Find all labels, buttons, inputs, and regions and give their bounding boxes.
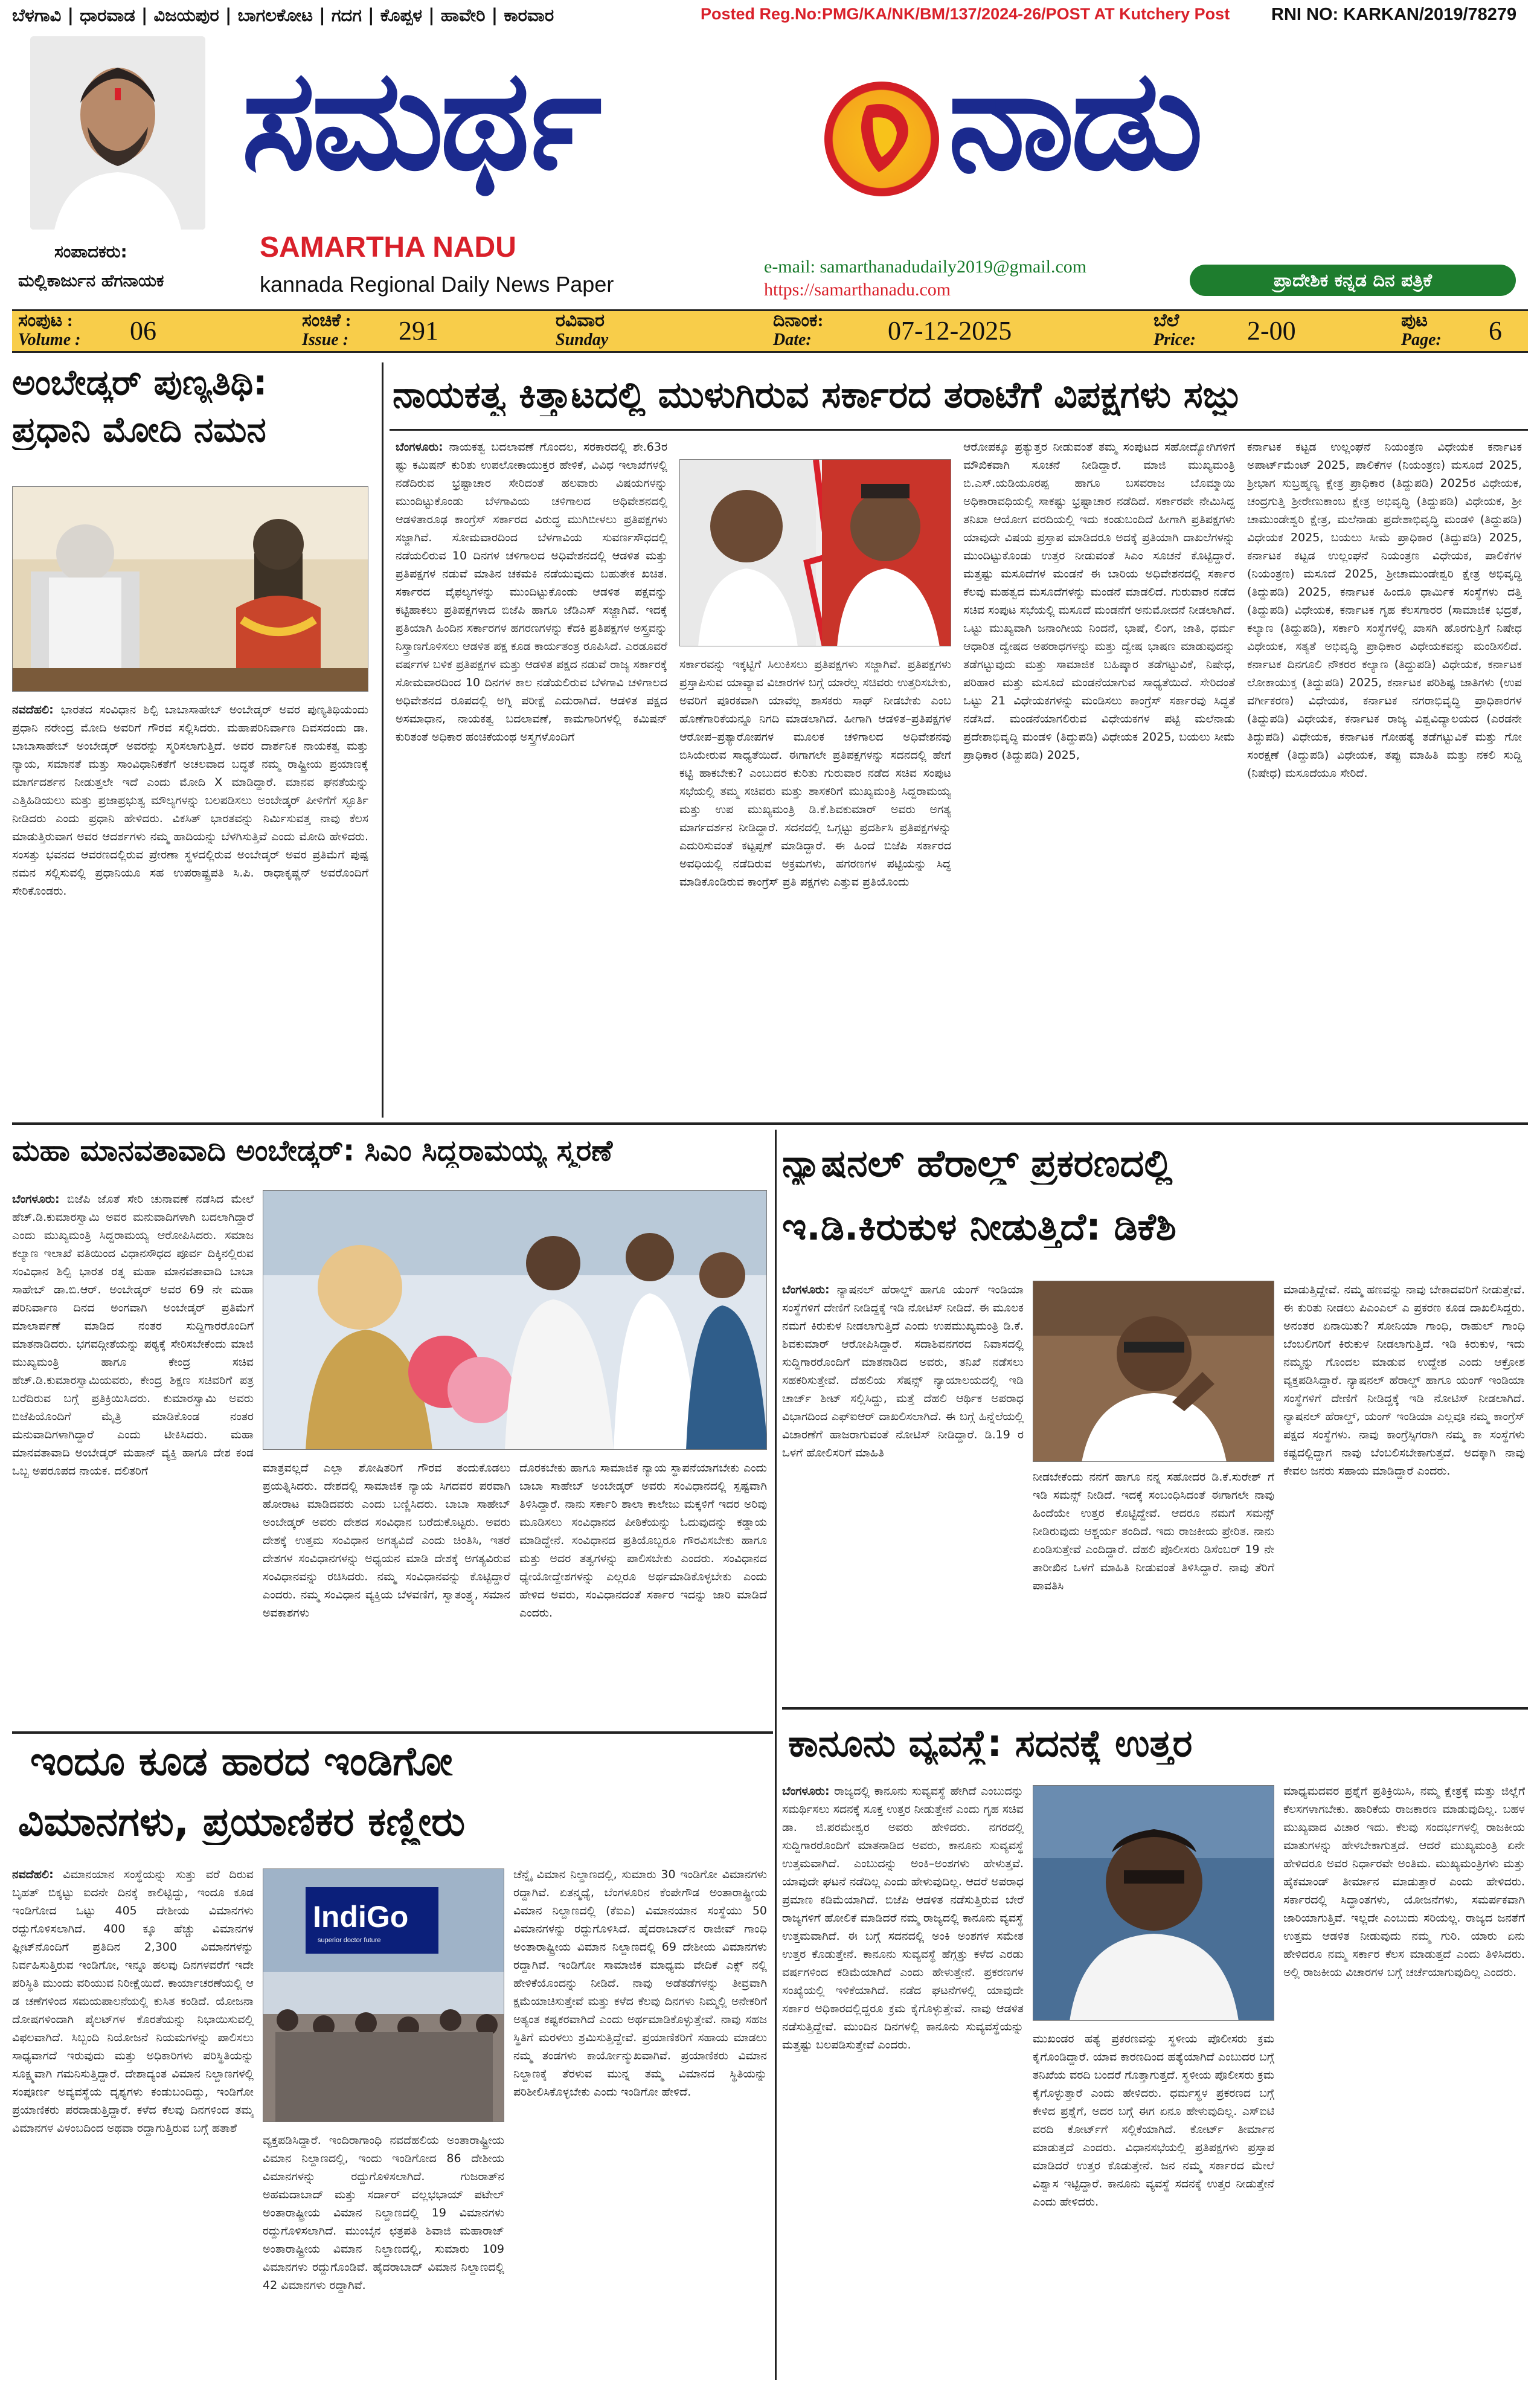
article-ambedkar-modi bbox=[12, 362, 374, 1118]
column-rule bbox=[775, 1130, 777, 2380]
headline: ಮಹಾ ಮಾನವತಾವಾದಿ ಅಂಬೇಡ್ಕರ್: ಸಿಎಂ ಸಿದ್ದರಾಮಯ್ಯ ಸ್ಮರಣೆ bbox=[12, 1134, 613, 1168]
article-column-3: ಆರೋಪಕ್ಕೂ ಪ್ರತ್ಯುತ್ತರ ನೀಡುವಂತೆ ತಮ್ಮ ಸಂಪುಟದ ಸಹೋದ್ಯೋಗಿಗಳಿಗೆ ಮೌಖಿಕವಾಗಿ ಸೂಚನೆ ನೀಡಿದ್ದಾರೆ. ಮಾಜಿ ಮುಖ್ಯಮಂತ್ರಿ ಬಿ.ಎಸ್.ಯಡಿಯೂರಪ್ಪ ಹಾಗೂ ಬಸವರಾಜ ಬೊಮ್ಮಾಯಿ ಅಧಿಕಾರಾವಧಿಯಲ್ಲಿ ಸಾಕಷ್ಟು ಭ್ರಷ್ಟಾಚಾರ ನಡೆದಿದೆ. ಸರ್ಕಾರವೇ ನೇಮಿಸಿದ್ದ ತನಿಖಾ ಆಯೋಗ ವರದಿಯಲ್ಲಿ ಇದು ಕಂಡುಬಂದಿದೆ ಹೀಗಾಗಿ ಪ್ರತಿಪಕ್ಷಗಳು ಯಾವುದೇ ವಿಷಯ ಪ್ರಸ್ತಾಪ ಮಾಡಿದರೂ ಅದಕ್ಕೆ ಪ್ರತಿಯಾಗಿ ದಾಖಲೆಗಳನ್ನು ಮುಂದಿಟ್ಟುಕೊಂಡು ಉತ್ತರ ನೀಡುವಂತೆ ಸಿಎಂ ಸೂಚನೆ ಕೊಟ್ಟಿದ್ದಾರೆ. ಮತ್ತಷ್ಟು ಮಸೂದೆಗಳ ಮಂಡನೆ ಈ ಬಾರಿಯ ಅಧಿವೇಶನದಲ್ಲಿ ಸರ್ಕಾರ ಕೆಲವು ಮಹತ್ವದ ಮಸೂದೆಗಳನ್ನು ಮಂಡನೆ ಮಾಡಲಿದೆ. ಗುರುವಾರ ನಡೆದ ಸಚಿವ ಸಂಪುಟ ಸಭೆಯಲ್ಲಿ ಮಸೂದೆ ಮಂಡನೆಗೆ ಅನುಮೋದನೆ ನೀಡಲಾಗಿದೆ. ಒಟ್ಟು ಮುಖ್ಯವಾಗಿ ಜನಾಂಗೀಯ ನಿಂದನೆ, ಭಾಷೆ, ಲಿಂಗ, ಜಾತಿ, ಧರ್ಮ ಆಧಾರಿತ ದ್ವೇಷದ ಅಪರಾಧಗಳನ್ನು ಮತ್ತು ದ್ವೇಷ ಭಾಷಣ ಮಾಡುವುದನ್ನು ತಡೆಗಟ್ಟುವುದು ಮತ್ತು ಸಾಮಾಜಿಕ ಬಹಿಷ್ಕಾರ ತಡೆಗಟ್ಟುವಿಕೆ, ನಿಷೇಧ, ಪರಿಹಾರ ಮತ್ತು ಮಸೂದೆ ಮಂಡನೆಯಾಗುವ ಸಾಧ್ಯತೆಯಿದೆ. ಸೇರಿದಂತೆ ಒಟ್ಟು 21 ವಿಧೇಯಕಗಳನ್ನು ಮಂಡಿಸಲು ಕಾಂಗ್ರೆಸ್ ಸರ್ಕಾರವು ಸಿದ್ಧತೆ ನಡೆಸಿದೆ. ಮಂಡನೆಯಾಗಲಿರುವ ವಿಧೇಯಕಗಳ ಪಟ್ಟಿ ಮಲೆನಾಡು ಪ್ರದೇಶಾಭಿವೃದ್ಧಿ ಮಂಡಳಿ (ತಿದ್ದುಪಡಿ) ವಿಧೇಯಕ 2025, ಬಯಲು ಸೀಮೆ ಪ್ರಾಧಿಕಾರ (ತಿದ್ದುಪಡಿ) 2025, bbox=[963, 440, 1235, 762]
section-rule bbox=[782, 1707, 1528, 1710]
top-strip bbox=[12, 5, 1528, 31]
issue-value: 291 bbox=[399, 316, 438, 346]
article-column-2: ಮುಖಂಡರ ಹತ್ಯೆ ಪ್ರಕರಣವನ್ನು ಸ್ಥಳೀಯ ಪೊಲೀಸರು ಕ್ರಮ ಕೈಗೊಂಡಿದ್ದಾರೆ. ಯಾವ ಕಾರಣದಿಂದ ಹತ್ಯೆಯಾಗಿದೆ ಎಂಬುದರ ಬಗ್ಗೆ ತನಿಖೆಯ ವರದಿ ಬಂದರೆ ಗೊತ್ತಾಗುತ್ತದೆ. ಸ್ಥಳೀಯ ಪೊಲೀಸರು ಕ್ರಮ ಕೈಗೊಳ್ಳುತ್ತಾರೆ ಎಂದು ಹೇಳಿದರು. ಧರ್ಮಸ್ಥಳ ಪ್ರಕರಣದ ಬಗ್ಗೆ ಕೇಳಿದ ಪ್ರಶ್ನೆಗೆ, ಅದರ ಬಗ್ಗೆ ಈಗ ಏನೂ ಹೇಳುವುದಿಲ್ಲ. ಎಸ್ಐಟಿ ವರದಿ ಕೋರ್ಟ್‌ಗೆ ಸಲ್ಲಿಕೆಯಾಗಿದೆ. ಕೋರ್ಟ್ ತೀರ್ಮಾನ ಮಾಡುತ್ತದೆ ಎಂದರು. ವಿಧಾನಸಭೆಯಲ್ಲಿ ಪ್ರತಿಪಕ್ಷಗಳು ಪ್ರಸ್ತಾಪ ಮಾಡಿದರೆ ಉತ್ತರ ಕೊಡುತ್ತೇನೆ. ಜನ ನಮ್ಮ ಸರ್ಕಾರದ ಮೇಲೆ ವಿಶ್ವಾಸ ಇಟ್ಟಿದ್ದಾರೆ. ಕಾನೂನು ವ್ಯವಸ್ಥೆ ಸದನಕ್ಕೆ ಉತ್ತರ ನೀಡುತ್ತೇನೆ ಎಂದು ಹೇಳಿದರು. bbox=[1033, 2032, 1274, 2209]
headline: ಇಂದೂ ಕೂಡ ಹಾರದ ಇಂಡಿಗೋ bbox=[30, 1739, 453, 1785]
editor-role: ಸಂಪಾದಕರು: bbox=[54, 242, 127, 262]
indigo-sign: IndiGo bbox=[313, 1900, 409, 1934]
article-column-2: ವ್ಯಕ್ತಪಡಿಸಿದ್ದಾರೆ. ಇಂದಿರಾಗಾಂಧಿ ನವದೆಹಲಿಯ ಅಂತಾರಾಷ್ಟ್ರೀಯ ವಿಮಾನ ನಿಲ್ದಾಣದಲ್ಲಿ, ಇಂದು ಇಂಡಿಗೋದ 86 ದೇಶೀಯ ವಿಮಾನಗಳನ್ನು ರದ್ದುಗೊಳಿಸಲಾಗಿದೆ. ಗುಜರಾತ್‌ನ ಅಹಮದಾಬಾದ್ ಮತ್ತು ಸರ್ದಾರ್ ವಲ್ಲಭಭಾಯ್ ಪಟೇಲ್ ಅಂತಾರಾಷ್ಟ್ರೀಯ ವಿಮಾನ ನಿಲ್ದಾಣದಲ್ಲಿ 19 ವಿಮಾನಗಳು ರದ್ದುಗೊಳಿಸಲಾಗಿದೆ. ಮುಂಬೈನ ಛತ್ರಪತಿ ಶಿವಾಜಿ ಮಹಾರಾಜ್ ಅಂತಾರಾಷ್ಟ್ರೀಯ ವಿಮಾನ ನಿಲ್ದಾಣದಲ್ಲಿ, ಸುಮಾರು 109 ವಿಮಾನಗಳು ರದ್ದುಗೊಂಡಿವೆ. ಹೈದರಾಬಾದ್ ವಿಮಾನ ನಿಲ್ದಾಣದಲ್ಲಿ 42 ವಿಮಾನಗಳು ರದ್ದಾಗಿವೆ. bbox=[263, 2134, 504, 2292]
rni-number: RNI NO: KARKAN/2019/78279 bbox=[1271, 5, 1517, 24]
headline-line2: ಪ್ರಧಾನಿ ಮೋದಿ ನಮನ bbox=[12, 410, 266, 450]
price-value: 2-00 bbox=[1247, 316, 1296, 346]
volume-value: 06 bbox=[130, 316, 156, 346]
article-column-1: ಬೆಂಗಳೂರು: ರಾಜ್ಯದಲ್ಲಿ ಕಾನೂನು ಸುವ್ಯವಸ್ಥೆ ಹೇಗಿದೆ ಎಂಬುದನ್ನು ಸಮರ್ಥಿಸಲು ಸದನಕ್ಕೆ ಸೂಕ್ತ ಉತ್ತರ ನೀಡುತ್ತೇನೆ ಎಂದು ಗೃಹ ಸಚಿವ ಡಾ. ಜಿ.ಪರಮೇಶ್ವರ ಅವರು ಹೇಳಿದರು. ನಗರದಲ್ಲಿ ಸುದ್ದಿಗಾರರೊಂದಿಗೆ ಮಾತನಾಡಿದ ಅವರು, ಕಾನೂನು ಸುವ್ಯವಸ್ಥೆ ಉತ್ತಮವಾಗಿದೆ. ಎಂಬುದನ್ನು ಅಂಕಿ–ಅಂಶಗಳು ಹೇಳುತ್ತವೆ. ಯಾವುದೇ ಘಟನೆ ನಡೆದಿಲ್ಲ ಎಂದು ಹೇಳುವುದಿಲ್ಲ. ಆದರೆ ಅಪರಾಧ ಪ್ರಮಾಣ ಕಡಿಮೆಯಾಗಿದೆ. ಬಿಜೆಪಿ ಆಡಳಿತ ನಡೆಸುತ್ತಿರುವ ಬೇರೆ ರಾಜ್ಯಗಳಿಗೆ ಹೋಲಿಕೆ ಮಾಡಿದರೆ ನಮ್ಮ ರಾಜ್ಯದಲ್ಲಿ ಕಾನೂನು ವ್ಯವಸ್ಥೆ ಉತ್ತಮವಾಗಿದೆ. ಈ ಬಗ್ಗೆ ಸದನದಲ್ಲಿ ಅಂಕಿ ಅಂಶಗಳ ಸಮೇತ ಉತ್ತರ ಕೊಡುತ್ತೇನೆ. ಕಾನೂನು ಸುವ್ಯವಸ್ಥೆ ಹೆಗ್ಗತ್ತು ಕಳೆದ ಎರಡು ವರ್ಷಗಳಿಂದ ಕಡಿಮೆಯಾಗಿದೆ ಎಂದು ಹೇಳುತ್ತೇನೆ. ಪ್ರಕರಣಗಳ ಸಂಖ್ಯೆಯಲ್ಲಿ ಇಳಿಕೆಯಾಗಿದೆ. ನಡೆದ ಘಟನೆಗಳಲ್ಲಿ ಯಾವುದೇ ಸರ್ಕಾರ ಅಧಿಕಾರದಲ್ಲಿದ್ದರೂ ಕ್ರಮ ಕೈಗೊಳ್ಳುತ್ತೇವೆ. ನಾವು ಆಡಳಿತ ನಡೆಸುತ್ತಿದ್ದೇವೆ. ಮುಂದಿನ ದಿನಗಳಲ್ಲಿ ಕಾನೂನು ಸುವ್ಯವಸ್ಥೆಯನ್ನು ಮತ್ತಷ್ಟು ಬಲಪಡಿಸುತ್ತೇವೆ ಎಂದರು. bbox=[782, 1785, 1024, 2052]
article-column-1: ನವದೆಹಲಿ: ವಿಮಾನಯಾನ ಸಂಸ್ಥೆಯನ್ನು ಸುತ್ತು ವರೆ ದಿರುವ ಬೃಹತ್ ಬಿಕ್ಕಟ್ಟು ಐದನೇ ದಿನಕ್ಕೆ ಕಾಲಿಟ್ಟಿದ್ದು, ಇಂದೂ ಕೂಡ ಇಂಡಿಗೋದ ಒಟ್ಟು 405 ದೇಶೀಯ ವಿಮಾನಗಳು ರದ್ದುಗೊಳಿಸಲಾಗಿದೆ. 400 ಕ್ಕೂ ಹೆಚ್ಚು ವಿಮಾನಗಳ ಫ್ಲೀಟ್‌ನೊಂದಿಗೆ ಪ್ರತಿದಿನ 2,300 ವಿಮಾನಗಳನ್ನು ನಿರ್ವಹಿಸುತ್ತಿರುವ ಇಂಡಿಗೋ, ಇನ್ನೂ ಹಲವು ದಿನಗಳವರೆಗೆ ಇದೇ ಪರಿಸ್ಥಿತಿ ಮುಂದು ವರಿಯುವ ನಿರೀಕ್ಷೆಯಿದೆ. ಕಾರ್ಯಾಚರಣೆಯಲ್ಲಿ ಆ ಡ ಚಣೆಗಳಿಂದ ಸಮಯಪಾಲನೆಯಲ್ಲಿ ಕುಸಿತ ಕಂಡಿದೆ. ಯೋಜನಾ ದೋಷಗಳಿಂದಾಗಿ ಪೈಲಟ್‌ಗಳ ಕೊರತೆಯನ್ನು ನಿಭಾಯಿಸುವಲ್ಲಿ ವಿಫಲವಾಗಿದೆ. ಸಿಬ್ಬಂದಿ ನಿಯೋಜನೆ ನಿಯಮಗಳನ್ನು ಪಾಲಿಸಲು ಸಾಧ್ಯವಾಗದೆ ಇರುವುದು ಮತ್ತು ಅಧಿಕಾರಿಗಳು ಪರಿಸ್ಥಿತಿಯನ್ನು ಸೂಕ್ಷ್ಮವಾಗಿ ಗಮನಿಸುತ್ತಿದ್ದಾರೆ. ದೇಶಾದ್ಯಂತ ವಿಮಾನ ನಿಲ್ದಾಣಗಳಲ್ಲಿ ಸಂಪೂರ್ಣ ಅವ್ಯವಸ್ಥೆಯ ದೃಶ್ಯಗಳು ಕಂಡುಬಂದಿದ್ದು, ಇಂಡಿಗೋ ಪ್ರಯಾಣಿಕರು ಪರದಾಡುತ್ತಿದ್ದಾರೆ. ಕಳೆದ ಕೆಲವು ದಿನಗಳಿಂದ ತಮ್ಮ ವಿಮಾನಗಳ ವಿಳಂಬದಿಂದ ಅಥವಾ ರದ್ದಾಗುತ್ತಿರುವ ಬಗ್ಗೆ ಹತಾಶೆ bbox=[12, 1868, 254, 2135]
article-column-1: ಬೆಂಗಳೂರು: ನ್ಯಾಷನಲ್ ಹೆರಾಲ್ಡ್ ಹಾಗೂ ಯಂಗ್ ಇಂಡಿಯಾ ಸಂಸ್ಥೆಗಳಿಗೆ ದೇಣಿಗೆ ನೀಡಿದ್ದಕ್ಕೆ ಇಡಿ ನೋಟಿಸ್ ನೀಡಿದೆ. ಈ ಮೂಲಕ ನಮಗೆ ಕಿರುಕುಳ ನೀಡಲಾಗುತ್ತಿದೆ ಎಂದು ಉಪಮುಖ್ಯಮಂತ್ರಿ ಡಿ.ಕೆ. ಶಿವಕುಮಾರ್ ಆರೋಪಿಸಿದ್ದಾರೆ. ಸದಾಶಿವನಗರದ ನಿವಾಸದಲ್ಲಿ ಸುದ್ದಿಗಾರರೊಂದಿಗೆ ಮಾತನಾಡಿದ ಅವರು, ತನಿಖೆ ನಡೆಸಲು ಸಹಕರಿಸುತ್ತೇವೆ. ದೆಹಲಿಯ ಸೆಷನ್ಸ್ ನ್ಯಾಯಾಲಯದಲ್ಲಿ ಇಡಿ ಚಾರ್ಜ್ ಶೀಟ್ ಸಲ್ಲಿಸಿದ್ದು, ಮತ್ತೆ ದೆಹಲಿ ಆರ್ಥಿಕ ಅಪರಾಧ ವಿಭಾಗದಿಂದ ಎಫ್‌ಐಆರ್ ದಾಖಲಿಸಲಾಗಿದೆ. ಈ ಬಗ್ಗೆ ಹಿನ್ನೆಲೆಯಲ್ಲಿ ವಿಚಾರಣೆಗೆ ಹಾಜರಾಗುವಂತೆ ನೋಟಿಸ್ ನೀಡಿದ್ದಾರೆ. ಡಿ.19 ರ ಒಳಗೆ ಹೋಲಿಸರಿಗೆ ಮಾಹಿತಿ bbox=[782, 1283, 1024, 1460]
article-column-3: ದೊರಕಬೇಕು ಹಾಗೂ ಸಾಮಾಜಿಕ ನ್ಯಾಯ ಸ್ಥಾಪನೆಯಾಗಬೇಕು ಎಂದು ಬಾಬಾ ಸಾಹೇಬ್ ಅಂಬೇಡ್ಕರ್ ಅವರು ಸಂವಿಧಾನದಲ್ಲಿ ಸ್ಪಷ್ಟವಾಗಿ ತಿಳಿಸಿದ್ದಾರೆ. ನಾನು ಸರ್ಕಾರಿ ಶಾಲಾ ಕಾಲೇಜು ಮಕ್ಕಳಿಗೆ ಇದರ ಅರಿವು ಮೂಡಿಸಲು ಸಂವಿಧಾನದ ಪೀಠಿಕೆಯನ್ನು ಓದುವುದನ್ನು ಕಡ್ಡಾಯ ಮಾಡಿದ್ದೇನೆ. ಸಂವಿಧಾನದ ಪ್ರತಿಯೊಬ್ಬರೂ ಗೌರವಿಸಬೇಕು ಹಾಗೂ ಮತ್ತು ಅದರ ತತ್ವಗಳನ್ನು ಪಾಲಿಸಬೇಕು ಎಂದರು. ಸಂವಿಧಾನದ ಧ್ಯೇಯೋದ್ದೇಶಗಳನ್ನು ಎಲ್ಲರೂ ಅರ್ಥಮಾಡಿಕೊಳ್ಳಬೇಕು ಎಂದು ಹೇಳಿದ ಅವರು, ಸಂವಿಧಾನದಂತೆ ಸರ್ಕಾರ ಇದನ್ನು ಜಾರಿ ಮಾಡಿದೆ ಎಂದರು. bbox=[519, 1461, 767, 1620]
headline: ಅಂಬೇಡ್ಕರ್ ಪುಣ್ಯತಿಥಿ: bbox=[12, 362, 268, 403]
headline: ನಾಯಕತ್ವ ಕಿತ್ತಾಟದಲ್ಲಿ ಮುಳುಗಿರುವ ಸರ್ಕಾರದ ತರಾಟೆಗೆ ವಿಪಕ್ಷಗಳು ಸಜ್ಜು bbox=[393, 375, 1242, 416]
headline-line2: ವಿಮಾನಗಳು, ಪ್ರಯಾಣಿಕರ ಕಣ್ಣೀರು bbox=[18, 1799, 466, 1845]
postal-registration: Posted Reg.No:PMG/KA/NK/BM/137/2024-26/POST AT Kutchery Post bbox=[701, 5, 1230, 23]
cm-tribute-photo bbox=[263, 1190, 767, 1450]
headline-rule bbox=[390, 429, 1528, 431]
article-national-herald bbox=[782, 1130, 1528, 1704]
volume-label: ಸಂಪುಟ : Volume : bbox=[18, 311, 81, 349]
parameshwara-photo bbox=[1033, 1785, 1274, 2021]
district-list: ಬೆಳಗಾವಿ | ಧಾರವಾಡ | ವಿಜಯಪುರ | ಬಾಗಲಕೋಟ | ಗದಗ | ಕೊಪ್ಪಳ | ಹಾವೇರಿ | ಕಾರವಾರ bbox=[12, 5, 554, 25]
modi-tribute-photo bbox=[12, 486, 368, 692]
issue-info-bar bbox=[12, 309, 1528, 353]
english-name: SAMARTHA NADU bbox=[260, 231, 516, 263]
headline: ಕಾನೂನು ವ್ಯವಸ್ಥೆ: ಸದನಕ್ಕೆ ಉತ್ತರ bbox=[788, 1722, 1193, 1765]
indigo-sign-subtext: superior doctor future bbox=[318, 1937, 381, 1944]
date-label: ದಿನಾಂಕ: Date: bbox=[773, 311, 824, 349]
article-column-3: ಚೆನ್ನೈ ವಿಮಾನ ನಿಲ್ದಾಣದಲ್ಲಿ, ಸುಮಾರು 30 ಇಂಡಿಗೋ ವಿಮಾನಗಳು ರದ್ದಾಗಿವೆ. ಏತನ್ಮಧ್ಯೆ, ಬೆಂಗಳೂರಿನ ಕೆಂಪೇಗೌಡ ಅಂತಾರಾಷ್ಟ್ರೀಯ ವಿಮಾನ ನಿಲ್ದಾಣದಲ್ಲಿ (ಕೆಐಎ) ವಿಮಾನಯಾನ ಸಂಸ್ಥೆಯು 50 ವಿಮಾನಗಳನ್ನು ರದ್ದುಗೊಳಿಸಿದೆ. ಹೈದರಾಬಾದ್‌ನ ರಾಜೀವ್ ಗಾಂಧಿ ಅಂತಾರಾಷ್ಟ್ರೀಯ ವಿಮಾನ ನಿಲ್ದಾಣದಲ್ಲಿ 69 ದೇಶೀಯ ವಿಮಾನಗಳು ರದ್ದಾಗಿವೆ. ಇಂಡಿಗೋ ಸಾಮಾಜಿಕ ಮಾಧ್ಯಮ ವೇದಿಕೆ ಎಕ್ಸ್ ನಲ್ಲಿ ಹೇಳಿಕೆಯೊಂದನ್ನು ನೀಡಿದೆ. ನಾವು ಅಡೆತಡೆಗಳನ್ನು ತೀವ್ರವಾಗಿ ಕ್ಷಮೆಯಾಚಿಸುತ್ತೇವೆ ಮತ್ತು ಕಳೆದ ಕೆಲವು ದಿನಗಳು ನಿಮ್ಮಲ್ಲಿ ಅನೇಕರಿಗೆ ಅತ್ಯಂತ ಕಷ್ಟಕರವಾಗಿದೆ ಎಂದು ಅರ್ಥಮಾಡಿಕೊಳ್ಳುತ್ತೇವೆ. ನಾವು ಸಹಜ ಸ್ಥಿತಿಗೆ ಮರಳಲು ಶ್ರಮಿಸುತ್ತಿದ್ದೇವೆ. ಪ್ರಯಾಣಿಕರಿಗೆ ಸಹಾಯ ಮಾಡಲು ನಮ್ಮ ತಂಡಗಳು ಕಾರ್ಯೋನ್ಮುಖವಾಗಿವೆ. ಪ್ರಯಾಣಿಕರು ವಿಮಾನ ನಿಲ್ದಾಣಕ್ಕೆ ತೆರಳುವ ಮುನ್ನ ತಮ್ಮ ವಿಮಾನದ ಸ್ಥಿತಿಯನ್ನು ಪರಿಶೀಲಿಸಿಕೊಳ್ಳಬೇಕು ಎಂದು ಇಂಡಿಗೋ ಹೇಳಿದೆ. bbox=[513, 1868, 767, 2099]
masthead bbox=[12, 36, 1528, 308]
article-leadership-crisis bbox=[390, 362, 1528, 1118]
english-tagline: kannada Regional Daily News Paper bbox=[260, 272, 614, 297]
article-indigo-flights bbox=[12, 1739, 767, 2385]
page-label: ಪುಟ Page: bbox=[1401, 311, 1442, 349]
article-column-2: ಸರ್ಕಾರವನ್ನು ಇಕ್ಕಟ್ಟಿಗೆ ಸಿಲುಕಿಸಲು ಪ್ರತಿಪಕ್ಷಗಳು ಸಜ್ಜಾಗಿವೆ. ಪ್ರತಿಪಕ್ಷಗಳು ಪ್ರಸ್ತಾಪಿಸುವ ಯಾವ್ಯಾವ ವಿಚಾರಗಳ ಬಗ್ಗೆ ಯಾರೆಲ್ಲ ಸಚಿವರು ಉತ್ತರಿಸಬೇಕು, ಅವರಿಗೆ ಪೂರಕವಾಗಿ ಯಾವೆಲ್ಲ ಶಾಸಕರು ಸಾಥ್ ನೀಡಬೇಕು ಎಂಬ ಹೊಣೆಗಾರಿಕೆಯನ್ನೂ ನಿಗದಿ ಮಾಡಲಾಗಿದೆ. ಹೀಗಾಗಿ ಆಡಳಿತ–ಪ್ರತಿಪಕ್ಷಗಳ ಆರೋಪ–ಪ್ರತ್ಯಾರೋಪಗಳ ಮೂಲಕ ಚಳಿಗಾಲದ ಅಧಿವೇಶನವು ಬಿಸಿಯೇರುವ ಸಾಧ್ಯತೆಯಿದೆ. ಈಗಾಗಲೇ ಪ್ರತಿಪಕ್ಷಗಳನ್ನು ಸದನದಲ್ಲಿ ಹೇಗೆ ಕಟ್ಟಿ ಹಾಕಬೇಕು? ಎಂಬುದರ ಕುರಿತು ಗುರುವಾರ ನಡೆದ ಸಚಿವ ಸಂಪುಟ ಸಭೆಯಲ್ಲಿ ತಮ್ಮ ಸಚಿವರು ಮತ್ತು ಶಾಸಕರಿಗೆ ಮುಖ್ಯಮಂತ್ರಿ ಸಿದ್ದರಾಮಯ್ಯ ಮತ್ತು ಉಪ ಮುಖ್ಯಮಂತ್ರಿ ಡಿ.ಕೆ.ಶಿವಕುಮಾರ್ ಅವರು ಅಗತ್ಯ ಮಾರ್ಗದರ್ಶನ ನೀಡಿದ್ದಾರೆ. ಸದನದಲ್ಲಿ ಒಗ್ಗಟ್ಟು ಪ್ರದರ್ಶಿಸಿ ಪ್ರತಿಪಕ್ಷಗಳನ್ನು ಎದುರಿಸುವಂತೆ ಕಟ್ಟಪ್ಪಣೆ ಮಾಡಿದ್ದಾರೆ. ಈ ಹಿಂದೆ ಬಿಜೆಪಿ ಸರ್ಕಾರದ ಅವಧಿಯಲ್ಲಿ ನಡೆದಿರುವ ಅಕ್ರಮಗಳು, ಹಗರಣಗಳ ಪಟ್ಟಿಯನ್ನು ಸಿದ್ಧ ಮಾಡಿಕೊಂಡಿರುವ ಕಾಂಗ್ರೆಸ್ ಪ್ರತಿ ಪಕ್ಷಗಳು ಎತ್ತುವ ಪ್ರತಿಯೊಂದು bbox=[679, 658, 951, 889]
dk-shivakumar-photo bbox=[1033, 1281, 1274, 1462]
leaders-photo bbox=[679, 459, 951, 646]
page-value: 6 bbox=[1489, 316, 1502, 346]
headline-line2: ಇ.ಡಿ.ಕಿರುಕುಳ ನೀಡುತ್ತಿದೆ: ಡಿಕೆಶಿ bbox=[782, 1205, 1176, 1249]
section-rule bbox=[12, 1122, 1528, 1125]
editor-photo bbox=[30, 36, 205, 230]
website-link[interactable]: https://samarthanadu.com bbox=[764, 280, 951, 300]
regional-daily-badge: ಪ್ರಾದೇಶಿಕ ಕನ್ನಡ ದಿನ ಪತ್ರಿಕೆ bbox=[1190, 265, 1516, 296]
article-column-2: ನೀಡಬೇಕೆಂದು ನನಗೆ ಹಾಗೂ ನನ್ನ ಸಹೋದರ ಡಿ.ಕೆ.ಸುರೇಶ್ ಗೆ ಇಡಿ ಸಮನ್ಸ್ ನೀಡಿದೆ. ಇದಕ್ಕೆ ಸಂಬಂಧಿಸಿದಂತೆ ಈಗಾಗಲೇ ನಾವು ಹಿಂದೆಯೇ ಉತ್ತರ ಕೊಟ್ಟಿದ್ದೇವೆ. ಆದರೂ ನಮಗೆ ಸಮನ್ಸ್ ನೀಡಿರುವುದು ಆಶ್ಚರ್ಯ ತಂದಿದೆ. ಇದು ರಾಜಕೀಯ ಪ್ರೇರಿತ. ನಾನು ಏಂಡಿಸುತ್ತೇವೆ ಎಂದಿದ್ದಾರೆ. ದೆಹಲಿ ಪೊಲೀಸರು ಡಿಸೆಂಬರ್ 19 ನೇ ತಾರೀಖಿನ ಒಳಗೆ ಮಾಹಿತಿ ನೀಡುವಂತೆ ತಿಳಿಸಿದ್ದಾರೆ. ನಾವು ತೆರಿಗೆ ಪಾವತಿಸಿ bbox=[1033, 1470, 1274, 1592]
column-rule bbox=[382, 362, 383, 1118]
article-column-3: ಮಾಧ್ಯಮದವರ ಪ್ರಶ್ನೆಗೆ ಪ್ರತಿಕ್ರಿಯಿಸಿ, ನಮ್ಮ ಕ್ಷೇತ್ರಕ್ಕೆ ಮತ್ತು ಜಿಲ್ಲೆಗೆ ಕೆಲಸಗಳಾಗಬೇಕು. ಹಾರಿಕೆಯ ರಾಜಕಾರಣ ಮಾಡುವುದಿಲ್ಲ. ಬಹಳ ಮುಖ್ಯವಾದ ವಿಚಾರ ಇದು. ಕೆಲವು ಸಂದರ್ಭಗಳಲ್ಲಿ ರಾಜಕೀಯ ಮಾತುಗಳನ್ನು ಹೇಳಬೇಕಾಗುತ್ತದೆ. ಆದರೆ ಮುಖ್ಯಮಂತ್ರಿ ಏನೇ ಹೇಳಿದರೂ ಅವರ ನಿರ್ಧಾರವೇ ಅಂತಿಮ. ಮುಖ್ಯಮಂತ್ರಿಗಳು ಮತ್ತು ಹೈಕಮಾಂಡ್ ತೀರ್ಮಾನ ಮಾಡುತ್ತಾರೆ ಎಂದು ಹೇಳಿದರು. ಸರ್ಕಾರದಲ್ಲಿ ಸಿದ್ಧಾಂತಗಳು, ಯೋಜನೆಗಳು, ಸಮರ್ಪಕವಾಗಿ ಜಾರಿಯಾಗುತ್ತಿವೆ. ಇಲ್ಲದೇ ಎಂಬುದು ಸರಿಯಲ್ಲ. ರಾಜ್ಯದ ಜನತೆಗೆ ಉತ್ತಮ ಆಡಳಿತ ನೀಡುವುದು ನಮ್ಮ ಗುರಿ. ಯಾರು ಏನು ಹೇಳಿದರೂ ನಮ್ಮ ಸರ್ಕಾರ ಕೆಲಸ ಮಾಡುತ್ತದೆ ಎಂದು ತಿಳಿಸಿದರು. ಅಲ್ಲಿ ರಾಜಕೀಯ ವಿಚಾರಗಳ ಬಗ್ಗೆ ಚರ್ಚೆಯಾಗುವುದಿಲ್ಲ ಎಂದರು. bbox=[1283, 1785, 1525, 1979]
article-column-2: ಮಾತ್ರವಲ್ಲದೆ ಎಲ್ಲಾ ಶೋಷಿತರಿಗೆ ಗೌರವ ತಂದುಕೊಡಲು ಪ್ರಯತ್ನಿಸಿದರು. ದೇಶದಲ್ಲಿ ಸಾಮಾಜಿಕ ನ್ಯಾಯ ಸಿಗದವರ ಪರವಾಗಿ ಹೋರಾಟ ಮಾಡಿದವರು ಎಂದು ಬಣ್ಣಿಸಿದರು. ಬಾಬಾ ಸಾಹೇಬ್ ಅಂಬೇಡ್ಕರ್ ಅವರು ದೇಶದ ಸಂವಿಧಾನ ಬರೆದುಕೊಟ್ಟರು. ಅವರು ದೇಶಕ್ಕೆ ಉತ್ತಮ ಸಂವಿಧಾನ ಅಗತ್ಯವಿದೆ ಎಂದು ಚಿಂತಿಸಿ, ಇತರೆ ದೇಶಗಳ ಸಂವಿಧಾನಗಳನ್ನು ಅಧ್ಯಯನ ಮಾಡಿ ದೇಶಕ್ಕೆ ಅಗತ್ಯವಿರುವ ಸಂವಿಧಾನವನ್ನು ರಚಿಸಿದರು. ನಮ್ಮ ಸಂವಿಧಾನವನ್ನು ಕೊಟ್ಟಿದ್ದಾರೆ ಎಂದರು. ನಮ್ಮ ಸಂವಿಧಾನ ವ್ಯಕ್ತಿಯ ಬೆಳವಣಿಗೆ, ಸ್ವಾತಂತ್ರ್ಯ, ಸಮಾನ ಅವಕಾಶಗಳು bbox=[263, 1461, 510, 1620]
newspaper-title-part1: ಸಮರ್ಥ bbox=[242, 40, 598, 201]
article-column-3: ಮಾಡುತ್ತಿದ್ದೇವೆ. ನಮ್ಮ ಹಣವನ್ನು ನಾವು ಬೇಕಾದವರಿಗೆ ನೀಡುತ್ತೇವೆ. ಈ ಕುರಿತು ನೀಡಲು ಪಿಎಂಎಲ್ ಎ ಪ್ರಕರಣ ಕೂಡ ದಾಖಲಿಸಿದ್ದರು. ಅನಂತರ ಏನಾಯಿತು? ಸೋನಿಯಾ ಗಾಂಧಿ, ರಾಹುಲ್ ಗಾಂಧಿ ಬೆಂಬಲಿಗರಿಗೆ ಕಿರುಕುಳ ನೀಡಲಾಗುತ್ತಿದೆ. ಇಡಿ ಕಿರುಕುಳ, ಇದು ನಮ್ಮನ್ನು ಗೊಂದಲ ಮಾಡುವ ಉದ್ದೇಶ ಎಂದು ಆಕ್ರೋಶ ವ್ಯಕ್ತಪಡಿಸಿದ್ದಾರೆ. ನ್ಯಾಷನಲ್ ಹೆರಾಲ್ಡ್ ಹಾಗೂ ಯಂಗ್ ಇಂಡಿಯಾ ಸಂಸ್ಥೆಗಳಿಗೆ ದೇಣಿಗೆ ನೀಡಿದ್ದಕ್ಕೆ ಇಡಿ ನೋಟಿಸ್ ನೀಡಲಾಗಿದೆ. ನ್ಯಾಷನಲ್ ಹೆರಾಲ್ಡ್, ಯಂಗ್ ಇಂಡಿಯಾ ಎಲ್ಲವೂ ನಮ್ಮ ಕಾಂಗ್ರೆಸ್ ಪಕ್ಷದ ಸಂಸ್ಥೆಗಳು. ನಾವು ಕಾಂಗ್ರೆಸ್ಸಿಗರಾಗಿ ನಮ್ಮ ಕಾ ಸಂಸ್ಥೆಗಳು ಕಷ್ಟದಲ್ಲಿದ್ದಾಗ ನಾವು ಬೆಂಬಲಿಸಬೇಕಾಗುತ್ತದೆ. ಅದಕ್ಕಾಗಿ ನಾವು ಕೇವಲ ಜನರು ಸಹಾಯ ಮಾಡಿದ್ದಾರೆ ಎಂದರು. bbox=[1283, 1283, 1525, 1478]
section-rule bbox=[12, 1731, 773, 1734]
indigo-airport-photo bbox=[263, 1868, 504, 2122]
article-body: ನವದೆಹಲಿ: ಭಾರತದ ಸಂವಿಧಾನ ಶಿಲ್ಪಿ ಬಾಬಾಸಾಹೇಬ್ ಅಂಬೇಡ್ಕರ್ ಅವರ ಪುಣ್ಯತಿಥಿಯಂದು ಪ್ರಧಾನಿ ನರೇಂದ್ರ ಮೋದಿ ಅವರಿಗೆ ಗೌರವ ಸಲ್ಲಿಸಿದರು. ಮಹಾಪರಿನಿರ್ವಾಣ ದಿವಸದಂದು ಡಾ. ಬಾಬಾಸಾಹೇಬ್ ಅಂಬೇಡ್ಕರ್ ಅವರನ್ನು ಸ್ಮರಿಸಲಾಗುತ್ತಿದೆ. ಅವರ ದಾರ್ಶನಿಕ ನಾಯಕತ್ವ ಮತ್ತು ನ್ಯಾಯ, ಸಮಾನತೆ ಮತ್ತು ಸಾಂವಿಧಾನಿಕತೆಗೆ ಅಚಲವಾದ ಬದ್ಧತೆ ನಮ್ಮ ರಾಷ್ಟ್ರೀಯ ಪ್ರಯಾಣಕ್ಕೆ ಮಾರ್ಗದರ್ಶನ ನೀಡುತ್ತಲೇ ಇದೆ ಎಂದು ಮೋದಿ X ಮಾಡಿದ್ದಾರೆ. ಮಾನವ ಘನತೆಯನ್ನು ಎತ್ತಿಹಿಡಿಯಲು ಮತ್ತು ಪ್ರಜಾಪ್ರಭುತ್ವ ಮೌಲ್ಯಗಳನ್ನು ಬಲಪಡಿಸಲು ಅಂಬೇಡ್ಕರ್ ಪೀಳಿಗೆಗೆ ಸ್ಫೂರ್ತಿ ನೀಡಿದರು ಎಂದು ಪ್ರಧಾನಿ ಹೇಳಿದರು. ವಿಕಸಿತ್ ಭಾರತವನ್ನು ನಿರ್ಮಿಸುವತ್ತ ನಾವು ಕೆಲಸ ಮಾಡುತ್ತಿರುವಾಗ ಅವರ ಆದರ್ಶಗಳು ನಮ್ಮ ಹಾದಿಯನ್ನು ಬೆಳಗಿಸುತ್ತಿವೆ ಎಂದು ಮೋದಿ ಹೇಳಿದರು. ಸಂಸತ್ತು ಭವನದ ಆವರಣದಲ್ಲಿರುವ ಪ್ರೇರಣಾ ಸ್ಥಳದಲ್ಲಿರುವ ಅಂಬೇಡ್ಕರ್ ಅವರ ಪ್ರತಿಮೆಗೆ ಪುಷ್ಪ ನಮನ ಸಲ್ಲಿಸುವಲ್ಲಿ ಪ್ರಧಾನಿಯೂ ಸಹ ಉಪರಾಷ್ಟ್ರಪತಿ ಸಿ.ಪಿ. ರಾಧಾಕೃಷ್ಣನ್ ಅವರೊಂದಿಗೆ ಸೇರಿಕೊಂಡರು. bbox=[12, 703, 368, 898]
date-value: 07-12-2025 bbox=[888, 316, 1012, 346]
article-cm-tribute bbox=[12, 1130, 767, 1728]
article-column-1: ಬೆಂಗಳೂರು: ನಾಯಕತ್ವ ಬದಲಾವಣೆ ಗೊಂದಲ, ಸರಕಾರದಲ್ಲಿ ಶೇ.63ರ ಷ್ಟು ಕಮಿಷನ್ ಕುರಿತು ಉಪಲೋಕಾಯುಕ್ತರ ಹೇಳಿಕೆ, ವಿವಿಧ ಇಲಾಖೆಗಳಲ್ಲಿ ನಡೆದಿರುವ ಭ್ರಷ್ಟಾಚಾರ ಸೇರಿದಂತೆ ಹಲವಾರು ವಿಷಯಗಳನ್ನು ಮುಂದಿಟ್ಟುಕೊಂಡು ಬೆಳಗಾವಿಯ ಚಳಿಗಾಲದ ಅಧಿವೇಶನದಲ್ಲಿ ಆಡಳಿತಾರೂಢ ಕಾಂಗ್ರೆಸ್ ಸರ್ಕಾರದ ವಿರುದ್ಧ ಮುಗಿಬೀಳಲು ಪ್ರತಿಪಕ್ಷಗಳು ಸಜ್ಜಾಗಿವೆ. ಸೋಮವಾರದಿಂದ ಬೆಳಗಾವಿಯ ಸುವರ್ಣಸೌಧದಲ್ಲಿ ನಡೆಯಲಿರುವ 10 ದಿನಗಳ ಚಳಿಗಾಲದ ಅಧಿವೇಶನದಲ್ಲಿ ಆಡಳಿತ ಮತ್ತು ಪ್ರತಿಪಕ್ಷಗಳ ನಡುವೆ ಮಾತಿನ ಚಕಮಕಿ ನಡೆಯುವುದು ಬಹುತೇಕ ಖಚಿತ. ಸರ್ಕಾರದ ವೈಫಲ್ಯಗಳನ್ನು ಮುಂದಿಟ್ಟುಕೊಂಡು ಆಡಳಿತ ಪಕ್ಷವನ್ನು ಕಟ್ಟಿಹಾಕಲು ಪ್ರತಿಪಕ್ಷಗಳಾದ ಬಿಜೆಪಿ ಹಾಗೂ ಜೆಡಿಎಸ್ ಸಜ್ಜಾಗಿವೆ. ಇದಕ್ಕೆ ಪ್ರತಿಯಾಗಿ ಹಿಂದಿನ ಸರ್ಕಾರಗಳ ಹಗರಣಗಳನ್ನು ಕೆದಕಿ ಪ್ರತಿಪಕ್ಷಗಳ ಅಸ್ತ್ರವನ್ನು ನಿಸ್ತ್ರಾಣಗೊಳಿಸಲು ಆಡಳಿತ ಪಕ್ಷ ಕೂಡ ಕಾರ್ಯತಂತ್ರ ರೂಪಿಸಿದೆ. ಎರಡೂವರೆ ವರ್ಷಗಳ ಬಳಿಕ ಪ್ರತಿಪಕ್ಷಗಳ ಮತ್ತು ಆಡಳಿತ ಪಕ್ಷದ ನಡುವೆ ರಾಜ್ಯ ಸರ್ಕಾರಕ್ಕೆ ಸೋಮವಾರದಿಂದ 10 ದಿನಗಳ ಕಾಲ ನಡೆಯಲಿರುವ ಬೆಳಗಾವಿ ಚಳಿಗಾಲದ ಅಧಿವೇಶನದ ರೂಪದಲ್ಲಿ ಅಗ್ನಿ ಪರೀಕ್ಷೆ ಎದುರಾಗಿದೆ. ಆಡಳಿತ ಪಕ್ಷದ ಅಸಮಾಧಾನ, ನಾಯಕತ್ವ ಬದಲಾವಣೆ, ಕಾಮಗಾರಿಗಳಲ್ಲಿ ಕಮಿಷನ್ ಕುರಿತಂತೆ ಅಧಿಕಾರ ಹಂಚಿಕೆಯಂಥ ಅಸ್ತ್ರಗಳೊಂದಿಗೆ bbox=[396, 440, 667, 744]
email-address: e-mail: samarthanadudaily2019@gmail.com bbox=[764, 257, 1087, 277]
karnataka-emblem-icon bbox=[824, 82, 939, 196]
day-label: ರವಿವಾರ Sunday bbox=[556, 311, 609, 349]
newspaper-title-part2: ನಾಡು bbox=[948, 40, 1200, 201]
headline: ನ್ಯಾಷನಲ್ ಹೆರಾಲ್ಡ್ ಪ್ರಕರಣದಲ್ಲಿ bbox=[782, 1142, 1173, 1185]
article-column-1: ಬೆಂಗಳೂರು: ಬಿಜೆಪಿ ಜೊತೆ ಸೇರಿ ಚುನಾವಣೆ ನಡೆಸಿದ ಮೇಲೆ ಹೆಚ್.ಡಿ.ಕುಮಾರಸ್ವಾಮಿ ಅವರ ಮನುವಾದಿಗಳಾಗಿ ಬದಲಾಗಿದ್ದಾರೆ ಎಂದು ಮುಖ್ಯಮಂತ್ರಿ ಸಿದ್ದರಾಮಯ್ಯ ಆರೋಪಿಸಿದರು. ಸಮಾಜ ಕಲ್ಯಾಣ ಇಲಾಖೆ ವತಿಯಿಂದ ವಿಧಾನಸೌಧದ ಪೂರ್ವ ದಿಕ್ಕಿನಲ್ಲಿರುವ ಸಂವಿಧಾನ ಶಿಲ್ಪಿ ಭಾರತ ರತ್ನ ಮಹಾ ಮಾನವತಾವಾದಿ ಬಾಬಾ ಸಾಹೇಬ್ ಡಾ.ಬಿ.ಆರ್. ಅಂಬೇಡ್ಕರ್ ಅವರ 69 ನೇ ಮಹಾ ಪರಿನಿರ್ವಾಣ ದಿನದ ಅಂಗವಾಗಿ ಅಂಬೇಡ್ಕರ್ ಪ್ರತಿಮೆಗೆ ಮಾಲಾರ್ಪಣೆ ಮಾಡಿದ ನಂತರ ಸುದ್ದಿಗಾರರೊಂದಿಗೆ ಮಾತನಾಡಿದರು. ಭಗವದ್ಗೀತೆಯನ್ನು ಪಠ್ಯಕ್ಕೆ ಸೇರಿಸಬೇಕೆಂದು ಮಾಜಿ ಮುಖ್ಯಮಂತ್ರಿ ಹಾಗೂ ಕೇಂದ್ರ ಸಚಿವ ಹೆಚ್.ಡಿ.ಕುಮಾರಸ್ವಾಮಿಯವರು, ಕೇಂದ್ರ ಶಿಕ್ಷಣ ಸಚಿವರಿಗೆ ಪತ್ರ ಬರೆದಿರುವ ಬಗ್ಗೆ ಪ್ರತಿಕ್ರಿಯಿಸಿದರು. ಕುಮಾರಸ್ವಾಮಿ ಅವರು ಬಿಜೆಪಿಯೊಂದಿಗೆ ಮೈತ್ರಿ ಮಾಡಿಕೊಂಡ ನಂತರ ಮನುವಾದಿಗಳಾಗಿದ್ದಾರೆ ಎಂದು ಟೀಕಿಸಿದರು. ಮಹಾ ಮಾನವತಾವಾದಿ ಅಂಬೇಡ್ಕರ್ ಮಹಾನ್ ವ್ಯಕ್ತಿ ಹಾಗೂ ದೇಶ ಕಂಡ ಒಬ್ಬ ಅಪರೂಪದ ನಾಯಕ. ದಲಿತರಿಗೆ bbox=[12, 1192, 254, 1478]
price-label: ಬೆಲೆ Price: bbox=[1153, 311, 1196, 349]
editor-name: ಮಲ್ಲಿಕಾರ್ಜುನ ಹೆಗನಾಯಕ bbox=[18, 271, 164, 291]
article-column-4: ಕರ್ನಾಟಕ ಕಟ್ಟಡ ಉಲ್ಲಂಘನೆ ನಿಯಂತ್ರಣ ವಿಧೇಯಕ ಕರ್ನಾಟಕ ಅಪಾರ್ಟ್‌ಮೆಂಟ್ 2025, ಪಾಲಿಕೆಗಳ (ನಿಯಂತ್ರಣ) ಮಸೂದೆ 2025, ಶ್ರೀಭಾಗ ಸುಬ್ರಹ್ಮಣ್ಯ ಕ್ಷೇತ್ರ ಪ್ರಾಧಿಕಾರ (ತಿದ್ದುಪಡಿ) 2025ರ ವಿಧೇಯಕ, ಚಂದ್ರಗುತ್ತಿ ಶ್ರೀರೇಣುಕಾಂಬ ಕ್ಷೇತ್ರ ಅಭಿವೃದ್ಧಿ (ತಿದ್ದುಪಡಿ) ವಿಧೇಯಕ, ಶ್ರೀ ಚಾಮುಂಡೇಶ್ವರಿ ಕ್ಷೇತ್ರ, ಮಲೆನಾಡು ಪ್ರದೇಶಾಭಿವೃದ್ಧಿ ಮಂಡಳಿ (ತಿದ್ದುಪಡಿ) ವಿಧೇಯಕ 2025, ಬಯಲು ಸೀಮೆ ಪ್ರಾಧಿಕಾರ (ತಿದ್ದುಪಡಿ) 2025, ಕರ್ನಾಟಕ ಕಟ್ಟಡ ಉಲ್ಲಂಘನೆ ನಿಯಂತ್ರಣ ವಿಧೇಯಕ, ಪಾಲಿಕೆಗಳ (ನಿಯಂತ್ರಣ) ಮಸೂದೆ 2025, ಶ್ರೀಚಾಮುಂಡೇಶ್ವರಿ ಕ್ಷೇತ್ರ ಅಭಿವೃದ್ಧಿ (ತಿದ್ದುಪಡಿ) 2025, ಕರ್ನಾಟಕ ಹಿಂದೂ ಧಾರ್ಮಿಕ ಸಂಸ್ಥೆಗಳು ದತ್ತಿ (ತಿದ್ದುಪಡಿ) ವಿಧೇಯಕ, ಕರ್ನಾಟಕ ಗೃಹ ಕೆಲಸಗಾರರ (ಸಾಮಾಜಿಕ ಭದ್ರತೆ, ಕಲ್ಯಾಣ (ತಿದ್ದುಪಡಿ), ಸರ್ಕಾರಿ ಸಂಸ್ಥೆಗಳಲ್ಲಿ ಖಾಸಗಿ ಹೊರಗುತ್ತಿಗೆ ನಿಷೇಧ ವಿಧೇಯಕ, ಸತ್ಯತೆ ಅಭಿವೃದ್ಧಿ ಪ್ರಾಧಿಕಾರ ವಿಧೇಯಕವನ್ನು ಮಂಡಿಸಲಿದೆ. ಕರ್ನಾಟಕ ದಿನಗೂಲಿ ನೌಕರರ ಕಲ್ಯಾಣ (ತಿದ್ದುಪಡಿ) ವಿಧೇಯಕ, ಕರ್ನಾಟಕ ಲೋಕಾಯುಕ್ತ (ತಿದ್ದುಪಡಿ) 2025, ಕರ್ನಾಟಕ ಪರಿಶಿಷ್ಟ ಜಾತಿಗಳು (ಉಪ ವರ್ಗೀಕರಣ) ವಿಧೇಯಕ, ಕರ್ನಾಟಕ ನಗರಾಭಿವೃದ್ಧಿ ಪ್ರಾಧಿಕಾರಗಳ (ತಿದ್ದುಪಡಿ) ವಿಧೇಯಕ, ಕರ್ನಾಟಕ ರಾಜ್ಯ ವಿಶ್ವವಿದ್ಯಾಲಯದ (ಎರಡನೇ ತಿದ್ದುಪಡಿ) ವಿಧೇಯಕ, ಕರ್ನಾಟಕ ಗೋಹತ್ಯೆ ತಡೆಗಟ್ಟುವಿಕೆ ಮತ್ತು ಗೋ ಸಂರಕ್ಷಣೆ (ತಿದ್ದುಪಡಿ) ವಿಧೇಯಕ, ತಪ್ಪು ಮಾಹಿತಿ ಮತ್ತು ನಕಲಿ ಸುದ್ದಿ (ನಿಷೇಧ) ಮಸೂದೆಯೂ ಸೇರಿದೆ. bbox=[1247, 440, 1522, 780]
issue-label: ಸಂಚಿಕೆ : Issue : bbox=[302, 311, 351, 349]
article-law-order bbox=[782, 1713, 1528, 2383]
